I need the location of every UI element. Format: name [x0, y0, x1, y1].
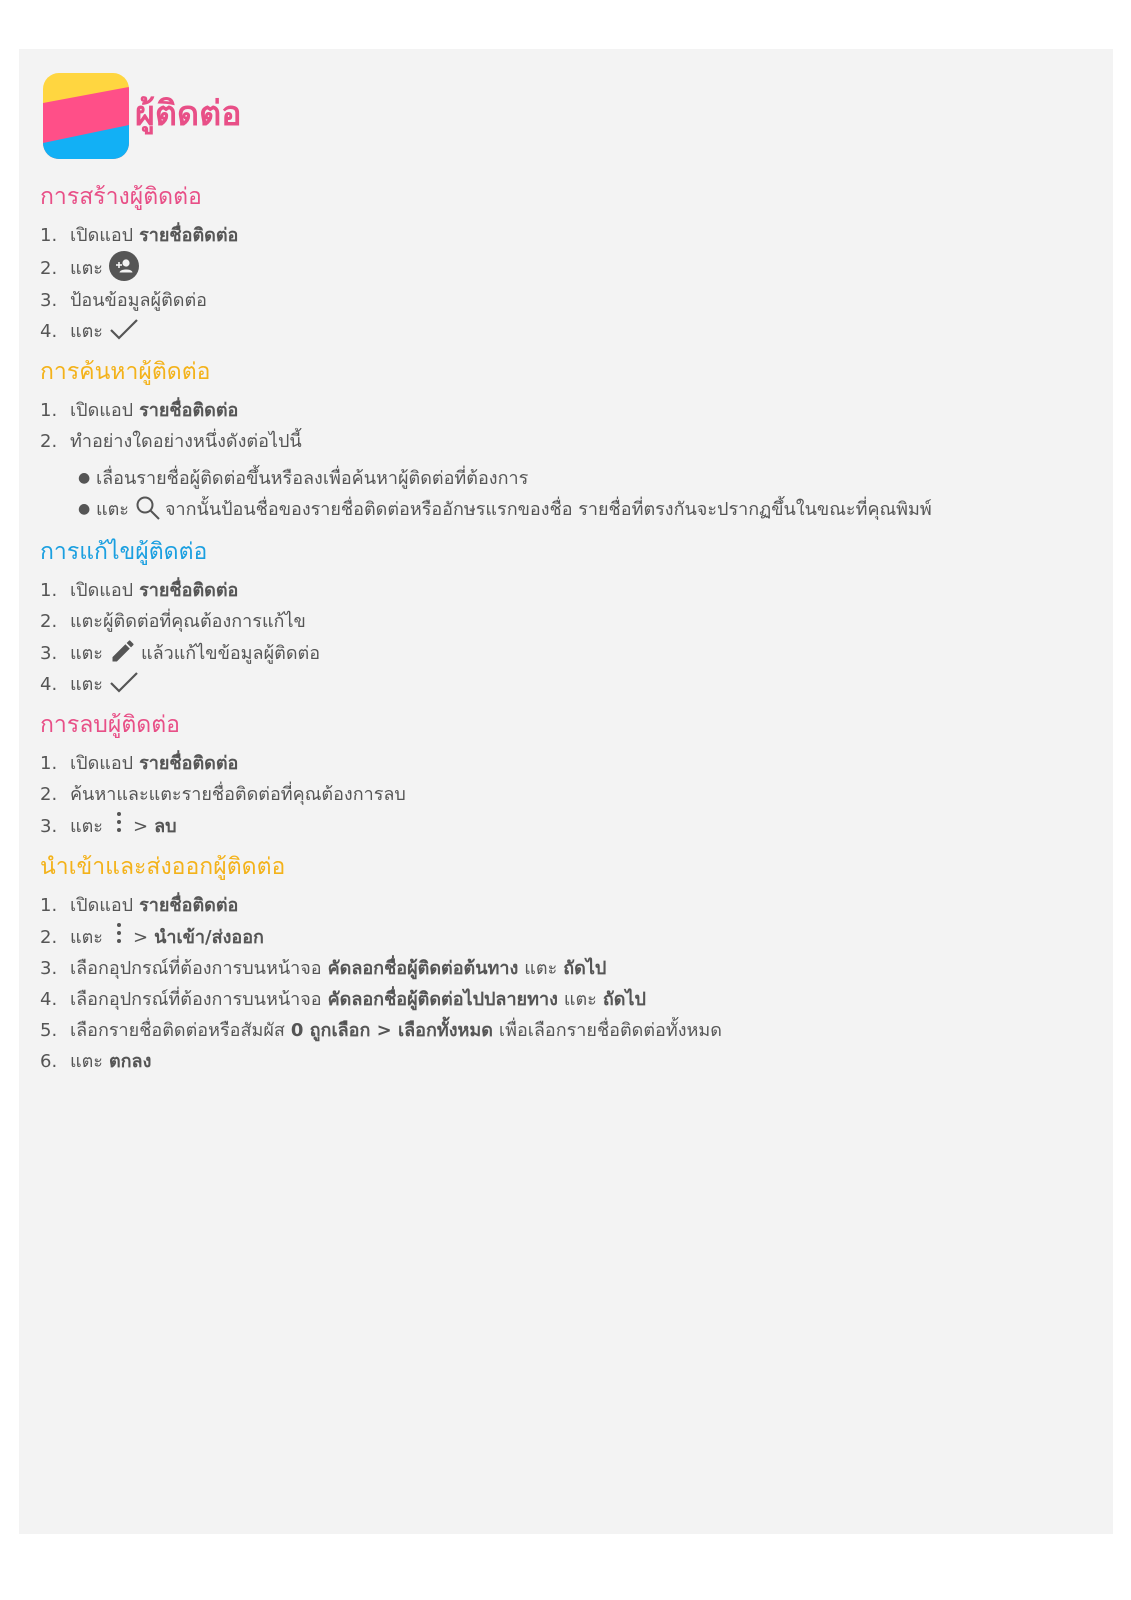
- list-item: [40, 810, 1090, 842]
- step-number: 3.: [40, 958, 58, 979]
- list-item: [40, 984, 1090, 1015]
- app-name: รายชื่อติดต่อ: [139, 225, 239, 246]
- step-number: 4.: [40, 989, 58, 1010]
- step-number: 3.: [40, 642, 58, 664]
- screen-name: คัดลอกชื่อผู้ติดต่อต้นทาง: [327, 958, 519, 979]
- bullet-icon: ●: [78, 470, 91, 486]
- app-name: รายชื่อติดต่อ: [139, 753, 239, 774]
- step-number: 6.: [40, 1051, 58, 1072]
- separator-text: >: [132, 815, 149, 837]
- menu-option-label: ลบ: [154, 815, 177, 837]
- step-number: 2.: [40, 611, 58, 632]
- checkmark-icon: [109, 671, 139, 695]
- step-text: เพื่อเลือกรายชื่อติดต่อทั้งหมด: [498, 1020, 722, 1041]
- step-number: 5.: [40, 1020, 58, 1041]
- step-number: 4.: [40, 321, 58, 342]
- step-number: 1.: [40, 753, 58, 774]
- list-item: [40, 953, 1090, 984]
- steps-list: [40, 890, 1090, 1077]
- steps-list: [40, 748, 1090, 842]
- list-item: [40, 748, 1090, 779]
- pencil-icon: [109, 637, 137, 665]
- list-item: [40, 1046, 1090, 1077]
- step-number: 2.: [40, 431, 58, 452]
- step-text: แตะ: [70, 926, 103, 948]
- section-create-contact: [40, 180, 1090, 347]
- app-name: รายชื่อติดต่อ: [139, 580, 239, 601]
- step-number: 2.: [40, 926, 58, 948]
- step-number: 1.: [40, 225, 58, 246]
- step-text: เลือกรายชื่อติดต่อหรือสัมผัส: [70, 1020, 285, 1041]
- step-number: 3.: [40, 815, 58, 837]
- list-item: [40, 220, 1090, 251]
- step-text: แตะ: [70, 815, 103, 837]
- section-search-contact: [40, 355, 1090, 525]
- search-icon: [135, 495, 161, 521]
- steps-list: [40, 395, 1090, 457]
- list-item: [40, 637, 1090, 669]
- bullet-text: แตะ: [96, 499, 129, 520]
- steps-list: [40, 575, 1090, 700]
- list-item: [40, 779, 1090, 810]
- step-text: แตะ: [70, 674, 103, 695]
- bullet-text: จากนั้นป้อนชื่อของรายชื่อติดต่อหรืออักษรแรกของชื่อ รายชื่อที่ตรงกันจะปรากฏขึ้นในขณะที่คุณพิมพ์: [164, 499, 932, 520]
- document-content: [40, 180, 1090, 1083]
- button-name: ตกลง: [108, 1051, 152, 1072]
- step-text: เปิดแอป: [70, 400, 134, 421]
- list-item: [40, 890, 1090, 921]
- step-text: ค้นหาและแตะรายชื่อติดต่อที่คุณต้องการลบ: [70, 784, 406, 805]
- list-item: [40, 575, 1090, 606]
- step-text: แตะ: [70, 1051, 103, 1072]
- list-item: [40, 285, 1090, 316]
- step-number: 4.: [40, 674, 58, 695]
- more-vert-icon: [109, 810, 129, 838]
- button-name: ถัดไป: [563, 958, 607, 979]
- step-text: แตะ: [563, 989, 597, 1010]
- bullet-text: เลื่อนรายชื่อผู้ติดต่อขึ้นหรือลงเพื่อค้นหาผู้ติดต่อที่ต้องการ: [96, 468, 529, 489]
- list-item: [40, 251, 1090, 285]
- step-number: 2.: [40, 257, 58, 279]
- list-item: [70, 463, 1090, 494]
- checkmark-icon: [109, 318, 139, 342]
- section-title: การแก้ไขผู้ติดต่อ: [40, 539, 208, 565]
- section-edit-contact: [40, 535, 1090, 700]
- step-number: 1.: [40, 580, 58, 601]
- list-item: [40, 395, 1090, 426]
- list-item: [40, 1015, 1090, 1046]
- section-title: การสร้างผู้ติดต่อ: [40, 184, 202, 210]
- section-delete-contact: [40, 708, 1090, 842]
- step-text: แตะ: [70, 257, 103, 279]
- button-name: ถัดไป: [602, 989, 646, 1010]
- screen-name: คัดลอกชื่อผู้ติดต่อไปปลายทาง: [327, 989, 558, 1010]
- step-text: แล้วแก้ไขข้อมูลผู้ติดต่อ: [140, 642, 321, 664]
- step-text: เปิดแอป: [70, 753, 134, 774]
- contacts-app-icon: [43, 73, 129, 159]
- section-title: นำเข้าและส่งออกผู้ติดต่อ: [40, 854, 286, 880]
- menu-option-label: นำเข้า/ส่งออก: [154, 926, 264, 948]
- step-text: เลือกอุปกรณ์ที่ต้องการบนหน้าจอ: [70, 989, 322, 1010]
- more-vert-icon: [109, 921, 129, 949]
- section-import-export: [40, 850, 1090, 1077]
- section-title: การค้นหาผู้ติดต่อ: [40, 359, 211, 385]
- steps-list: [40, 220, 1090, 347]
- step-text: ทำอย่างใดอย่างหนึ่งดังต่อไปนี้: [70, 431, 302, 452]
- bullet-list: [40, 463, 1090, 525]
- step-text: เปิดแอป: [70, 225, 134, 246]
- bullet-icon: ●: [78, 501, 91, 517]
- app-name: รายชื่อติดต่อ: [139, 895, 239, 916]
- step-number: 1.: [40, 895, 58, 916]
- step-text: แตะ: [524, 958, 558, 979]
- option-name: 0 ถูกเลือก > เลือกทั้งหมด: [290, 1020, 493, 1041]
- separator-text: >: [132, 926, 149, 948]
- page-title: ผู้ติดต่อ: [135, 94, 242, 134]
- list-item: [40, 921, 1090, 953]
- step-number: 2.: [40, 784, 58, 805]
- step-number: 3.: [40, 290, 58, 311]
- list-item: [70, 494, 1090, 525]
- step-text: เปิดแอป: [70, 895, 134, 916]
- add-contact-icon: [109, 251, 139, 281]
- list-item: [40, 426, 1090, 457]
- step-number: 1.: [40, 400, 58, 421]
- app-name: รายชื่อติดต่อ: [139, 400, 239, 421]
- step-text: ป้อนข้อมูลผู้ติดต่อ: [70, 290, 207, 311]
- list-item: [40, 606, 1090, 637]
- page-header: [43, 73, 242, 159]
- step-text: เลือกอุปกรณ์ที่ต้องการบนหน้าจอ: [70, 958, 322, 979]
- step-text: แตะ: [70, 642, 103, 664]
- list-item: [40, 669, 1090, 700]
- section-title: การลบผู้ติดต่อ: [40, 712, 180, 738]
- step-text: แตะผู้ติดต่อที่คุณต้องการแก้ไข: [70, 611, 306, 632]
- list-item: [40, 316, 1090, 347]
- step-text: แตะ: [70, 321, 103, 342]
- step-text: เปิดแอป: [70, 580, 134, 601]
